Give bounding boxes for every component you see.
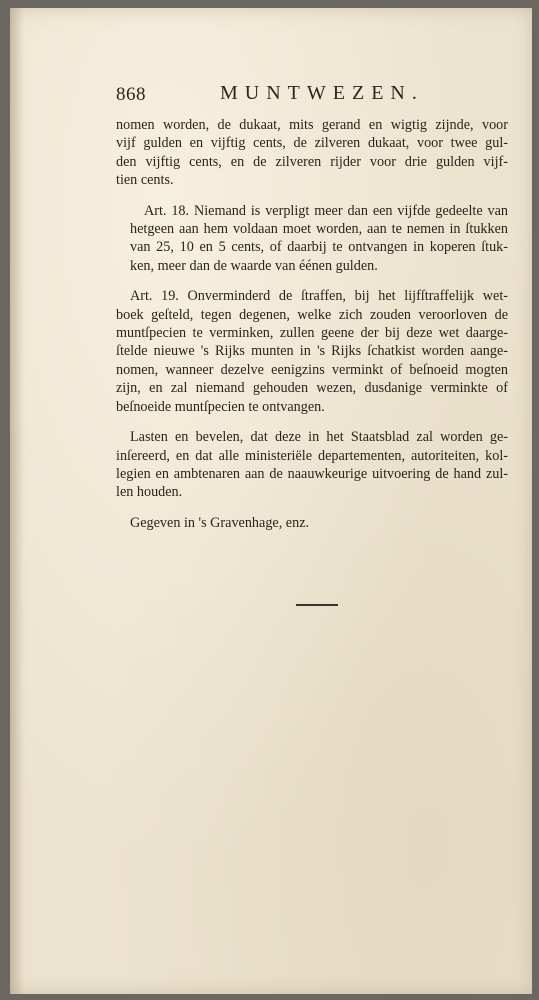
text-line: Art. 18. Niemand is verpligt meer dan een vijfde gedeelte van <box>144 202 508 219</box>
text-line: hetgeen aan hem voldaan moet worden, aan te nemen in ſtukken <box>130 221 508 238</box>
text-line: zijn, en zal niemand gehouden wezen, dusdanige verminkte of <box>116 380 508 397</box>
text-line: legien en ambtenaren aan de naauwkeurige uitvoering de hand zul- <box>116 465 508 482</box>
text-line: Lasten en bevelen, dat deze in het Staatsblad zal worden ge- <box>130 429 508 446</box>
text-line: tien cents. <box>116 172 174 189</box>
text-line: muntſpecien te verminken, zullen geene der bij deze wet daarge- <box>116 325 508 342</box>
paragraph-enactment <box>116 428 508 502</box>
text-line: vijf gulden en vijftig cents, de zilveren dukaat, voor twee gul- <box>116 135 508 152</box>
text-line: nomen worden, de dukaat, mits gerand en wigtig zijnde, voor <box>116 117 508 133</box>
page-gutter-shadow <box>10 8 24 994</box>
paragraph-1 <box>116 116 508 190</box>
text-line: van 25, 10 en 5 cents, of daarbij te ontvangen in koperen ſtuk- <box>130 239 508 256</box>
text-line: len houden. <box>116 484 183 501</box>
text-line: ken, meer dan de waarde van éénen gulden. <box>130 257 378 274</box>
page-number: 868 <box>116 84 146 105</box>
text-line: nomen, wanneer dezelve eenigzins verminkt of beſnoeid mogten <box>116 361 508 378</box>
page-header <box>110 80 510 108</box>
paragraph-art-18 <box>116 202 508 276</box>
closing-rule <box>296 604 338 606</box>
text-line: beſnoeide muntſpecien te ontvangen. <box>116 398 325 415</box>
text-line: den vijftig cents, en de zilveren rijder voor drie gulden vijf- <box>116 153 508 170</box>
body-text <box>116 116 508 544</box>
text-line: boek geſteld, tegen degenen, welke zich zouden veroorloven de <box>116 306 508 323</box>
text-line: Gegeven in 's Gravenhage, enz. <box>130 514 310 531</box>
text-line: inſereerd, en dat alle ministeriële departementen, autoriteiten, kol- <box>116 447 508 464</box>
text-line: ſtelde nieuwe 's Rijks munten in 's Rijks ſchatkist worden aange- <box>116 343 508 360</box>
running-title: MUNTWEZEN. <box>220 82 424 104</box>
paragraph-art-19 <box>116 287 508 416</box>
paragraph-given <box>116 514 508 532</box>
text-line: Art. 19. Onverminderd de ſtraffen, bij het lijfſtraffelijk wet- <box>130 288 508 305</box>
